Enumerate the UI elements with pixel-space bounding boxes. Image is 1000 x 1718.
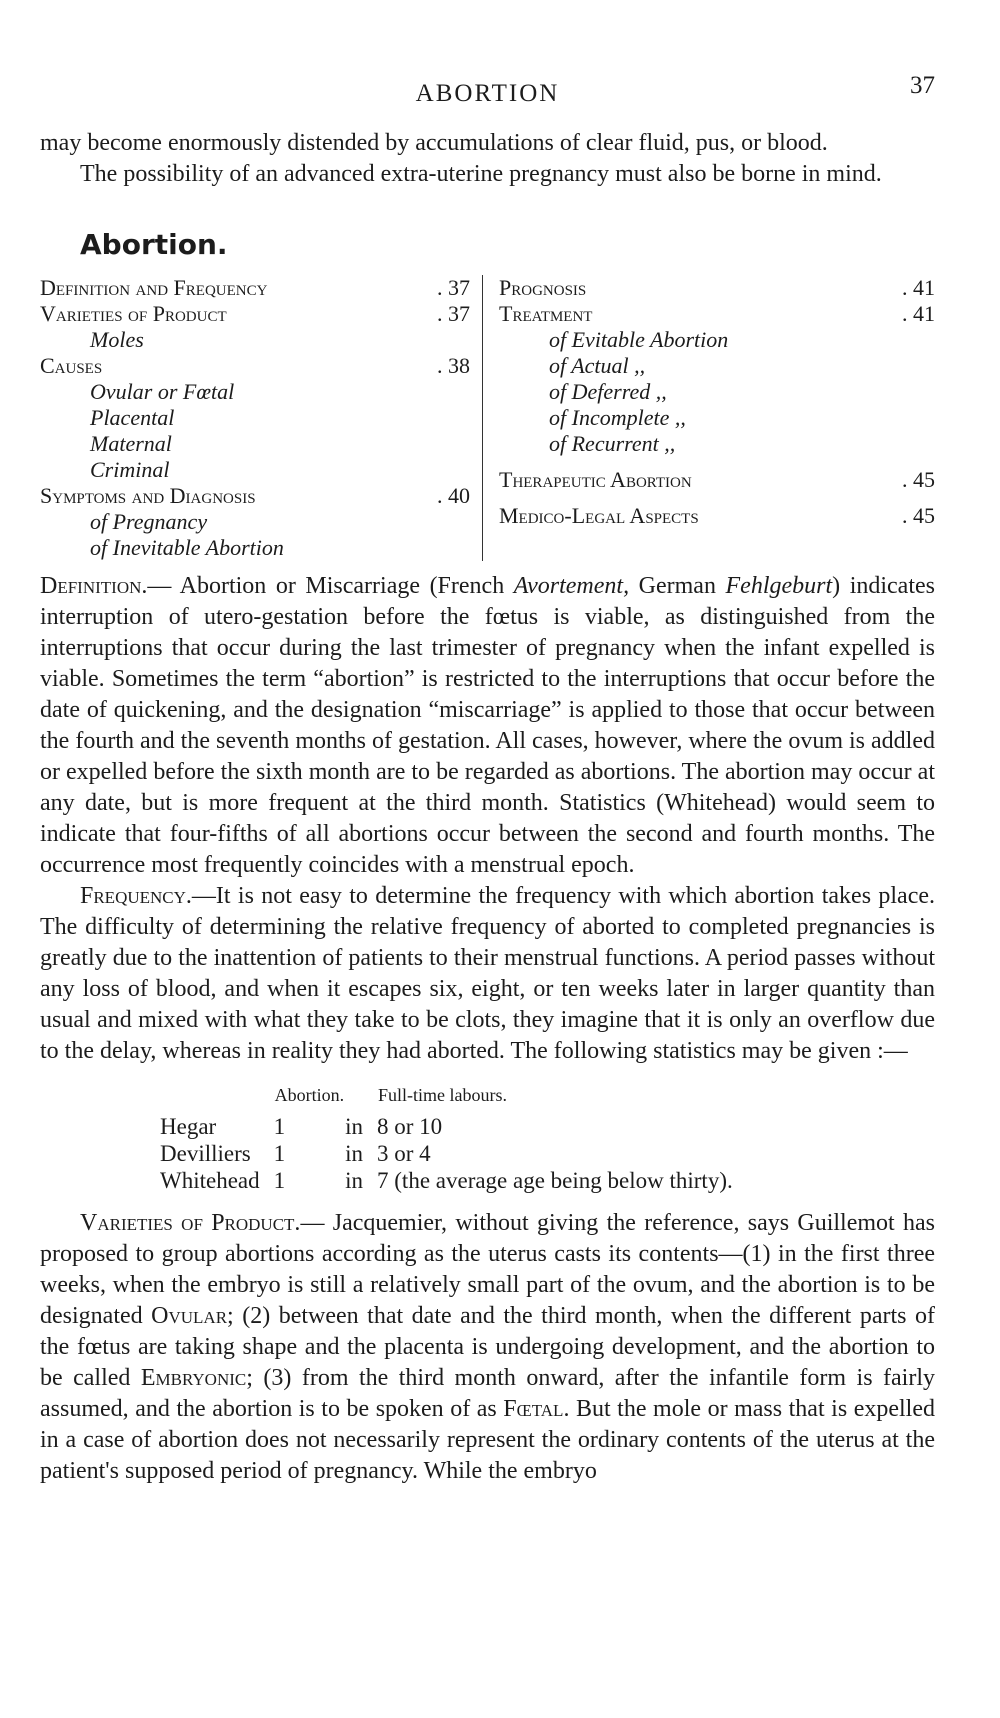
- toc-subentry: of Actual ,,: [549, 353, 646, 378]
- section-title: Abortion.: [80, 228, 228, 261]
- statistics-table: [160, 1081, 747, 1194]
- toc-subentry: Placental: [90, 405, 175, 430]
- toc-right-column: [483, 275, 935, 561]
- table-row: Hegar 1 in 8 or 10: [160, 1114, 443, 1139]
- intro-paragraph-2: The possibility of an advanced extra-uterine pregnancy must also be borne in mind.: [80, 161, 882, 187]
- toc-entry: Symptoms and Diagnosis . 40: [40, 483, 470, 508]
- definition-paragraph: Definition.— Abortion or Miscarriage (French Avortement, German Fehlgeburt) indicates interruption of utero-gestation before the fœtus is viable, as distinguished from the interruptions that occur during the last trimester of pregnancy when the infant expelled is viable. Sometimes the term “abortion” is restricted to the interruptions that occur before the date of quickening, and the designation “miscarriage” is applied to those that occur between the fourth and the seventh months of gestation. All cases, however, where the ovum is addled or expelled before the sixth month are to be regarded as abortions. The abortion may occur at any date, but is more frequent at the third month. Statistics (Whitehead) would seem to indicate that four-fifths of all abortions occur between the second and fourth months. The occurrence most frequently coincides with a menstrual epoch.: [40, 573, 935, 878]
- toc-entry: Varieties of Product . 37: [40, 301, 470, 326]
- toc-left-column: [40, 275, 483, 561]
- toc-subentry: Moles: [90, 327, 144, 352]
- frequency-paragraph: Frequency.—It is not easy to determine the frequency with which abortion takes place. The difficulty of determining the relative frequency of aborted to completed pregnancies is greatly due to the inattention of patients to their menstrual functions. A period passes without any loss of blood, and when it escapes six, eight, or ten weeks later in larger quantity than usual and mixed with what they take to be clots, they imagine that it is only an overflow due to the delay, whereas in reality they had aborted. The following statistics may be given :—: [40, 883, 935, 1064]
- toc-subentry: Ovular or Fœtal: [90, 379, 235, 404]
- toc-entry: Medico-Legal Aspects . 45: [499, 503, 935, 528]
- varieties-label: Varieties of Product.: [80, 1210, 301, 1236]
- toc-subentry: of Incomplete ,,: [549, 405, 686, 430]
- toc-subentry: of Deferred ,,: [549, 379, 667, 404]
- toc-subentry: of Recurrent ,,: [549, 431, 676, 456]
- table-header-row: Abortion. Full-time labours.: [274, 1085, 508, 1105]
- intro-paragraph: may become enormously distended by accumulations of clear fluid, pus, or blood.: [40, 130, 828, 156]
- table-of-contents: [40, 275, 935, 561]
- toc-subentry: Criminal: [90, 457, 170, 482]
- toc-entry: Definition and Frequency . 37: [40, 275, 470, 300]
- varieties-paragraph: Varieties of Product.— Jacquemier, without giving the reference, says Guillemot has proposed to group abortions according as the uterus casts its contents—(1) in the first three weeks, when the embryo is still a relatively small part of the ovum, and the abortion is to be designated Ovular; (2) between that date and the third month, when the different parts of the fœtus are taking shape and the placenta is undergoing development, and the abortion to be called Embryonic; (3) from the third month onward, after the infantile form is fairly assumed, and the abortion is to be spoken of as Fœtal. But the mole or mass that is expelled in a case of abortion does not necessarily represent the ordinary contents of the uterus at the patient's supposed period of pregnancy. While the embryo: [40, 1210, 936, 1484]
- running-header: [40, 60, 935, 107]
- table-row: Whitehead 1 in 7 (the average age being below thirty).: [160, 1168, 733, 1193]
- running-title: ABORTION: [415, 80, 560, 107]
- toc-subentry: Maternal: [90, 431, 172, 456]
- toc-entry: Therapeutic Abortion . 45: [499, 467, 935, 492]
- definition-label: Definition.: [40, 573, 148, 599]
- table-row: Devilliers 1 in 3 or 4: [160, 1141, 431, 1166]
- toc-subentry: of Evitable Abortion: [549, 327, 729, 352]
- toc-entry: Prognosis . 41: [499, 275, 935, 300]
- toc-subentry: of Pregnancy: [90, 509, 208, 534]
- toc-subentry: of Inevitable Abortion: [90, 535, 284, 560]
- page-number: 37: [910, 72, 935, 99]
- book-page: [40, 60, 935, 1487]
- frequency-label: Frequency.: [80, 883, 192, 909]
- toc-entry: Treatment . 41: [499, 301, 935, 326]
- toc-entry: Causes . 38: [40, 353, 470, 378]
